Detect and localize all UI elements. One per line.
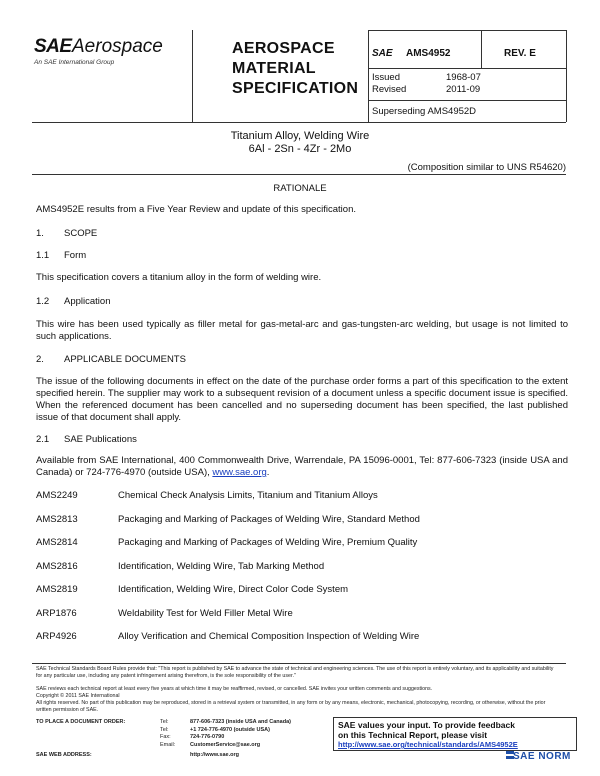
logo-subtitle: An SAE International Group (34, 59, 115, 66)
composition-note: (Composition similar to UNS R54620) (407, 162, 566, 173)
rights-text: All rights reserved. No part of this publication may be reproduced, stored in a retrieval system or transmitted, in any form or by any means, electronic, mechanical, photocopying, recording, or otherwise, without the prior written permission of SAE. (36, 700, 546, 713)
reference-title: Weldability Test for Weld Filler Metal Wire (118, 607, 293, 619)
reference-title: Packaging and Marking of Packages of Welding Wire, Standard Method (118, 513, 420, 525)
reference-title: Chemical Check Analysis Limits, Titanium and Titanium Alloys (118, 490, 378, 501)
rationale-heading: RATIONALE (273, 183, 327, 194)
sae-norm-watermark: SAE NORM (513, 751, 571, 762)
section-applicable-documents: 2. APPLICABLE DOCUMENTS (36, 354, 186, 365)
sae-publications-text: Available from SAE International, 400 Commonwealth Drive, Warrendale, PA 15096-0001, Tel: 877-606-7323 (inside USA and Canada) or 724-776-4970 (outside USA), www.sae.org. (36, 455, 568, 478)
section-application: 1.2 Application (36, 296, 111, 307)
header-divider (566, 30, 567, 122)
header-rule (368, 100, 566, 101)
superseding-note: Superseding AMS4952D (372, 106, 477, 117)
applicable-documents-text: The issue of the following documents in effect on the date of the purchase order forms a part of this specification to the extent specified herein. The supplier may work to a subsequent revision of a document unless a specific document issue is specified. When the referenced document has been cancelled and no superseding document has been specified, the last published issue of that document shall apply. (36, 376, 568, 423)
aerospace-logo-text: Aerospace (72, 36, 163, 57)
feedback-link[interactable]: http://www.sae.org/technical/standards/AMS4952E (338, 740, 518, 749)
feedback-line-2: on this Technical Report, please visit (338, 730, 488, 740)
sae-website-link[interactable]: www.sae.org (212, 467, 267, 478)
document-number: AMS4952 (406, 48, 451, 59)
revised-label: Revised (372, 84, 407, 95)
application-text: This wire has been used typically as filler metal for gas-metal-arc and gas-tungsten-arc welding, but usage is not limited to such applications. (36, 319, 568, 342)
mini-sae-logo: SAE (372, 48, 393, 59)
order-label: TO PLACE A DOCUMENT ORDER: (36, 719, 126, 725)
feedback-line-1: SAE values your input. To provide feedback (338, 720, 515, 730)
spec-subtitle: 6Al - 2Sn - 4Zr - 2Mo (248, 143, 352, 155)
reference-code: ARP4926 (36, 631, 77, 642)
header-rule (368, 68, 566, 69)
header-divider (368, 30, 369, 122)
section-scope: 1. SCOPE (36, 228, 98, 239)
reference-code: AMS2249 (36, 490, 78, 501)
reference-code: AMS2813 (36, 513, 78, 525)
copyright-text: Copyright © 2011 SAE International (36, 693, 120, 699)
header-divider (481, 30, 482, 68)
feedback-box (333, 717, 577, 751)
web-address-label: SAE WEB ADDRESS: (36, 752, 92, 758)
web-address-value[interactable]: http://www.sae.org (190, 752, 239, 758)
reference-title: Identification, Welding Wire, Tab Marking Method (118, 560, 325, 572)
issued-date: 1968-07 (446, 72, 481, 83)
review-text: SAE reviews each technical report at least every five years at which time it may be reaffirmed, revised, or cancelled. SAE invites your written comments and suggestions. (36, 686, 433, 692)
reference-code: AMS2816 (36, 560, 78, 572)
reference-code: AMS2819 (36, 584, 78, 595)
footer-rule (32, 663, 566, 664)
rationale-text: AMS4952E results from a Five Year Review and update of this specification. (36, 204, 357, 215)
revised-date: 2011-09 (446, 84, 481, 95)
spec-title: Titanium Alloy, Welding Wire (230, 130, 370, 142)
header-divider (192, 30, 193, 122)
header-bottom-rule (32, 122, 566, 123)
document-type: AEROSPACE MATERIAL SPECIFICATION (232, 40, 359, 97)
customer-service-email[interactable]: CustomerService@sae.org (190, 741, 261, 748)
revision-label: REV. E (504, 48, 536, 59)
reference-code: ARP1876 (36, 607, 77, 619)
reference-title: Alloy Verification and Chemical Composition Inspection of Welding Wire (118, 631, 420, 642)
section-form: 1.1 Form (36, 250, 87, 261)
sae-logo: SAE (34, 36, 72, 57)
title-bottom-rule (32, 174, 566, 175)
reference-code: AMS2814 (36, 537, 78, 548)
header-rule (368, 30, 566, 31)
section-sae-publications: 2.1 SAE Publications (36, 434, 137, 445)
form-text: This specification covers a titanium alloy in the form of welding wire. (36, 272, 322, 283)
board-rules-text: SAE Technical Standards Board Rules provide that: "This report is published by SAE to advance the state of technical and engineering sciences. The use of this report is entirely voluntary, and its applicability and suitability for any particular use, including any patent infringement arising therefrom, is the sole responsibility of the user." (36, 666, 554, 679)
header-box (32, 30, 566, 122)
order-contacts: Tel: 877-606-7323 (inside USA and Canada) Tel: +1 724-776-4970 (outside USA) Fax: 724-776-0790 Email: CustomerService@sae.org (160, 719, 291, 748)
issued-label: Issued (372, 72, 400, 83)
reference-title: Identification, Welding Wire, Direct Color Code System (118, 584, 349, 595)
reference-title: Packaging and Marking of Packages of Welding Wire, Premium Quality (118, 537, 418, 548)
